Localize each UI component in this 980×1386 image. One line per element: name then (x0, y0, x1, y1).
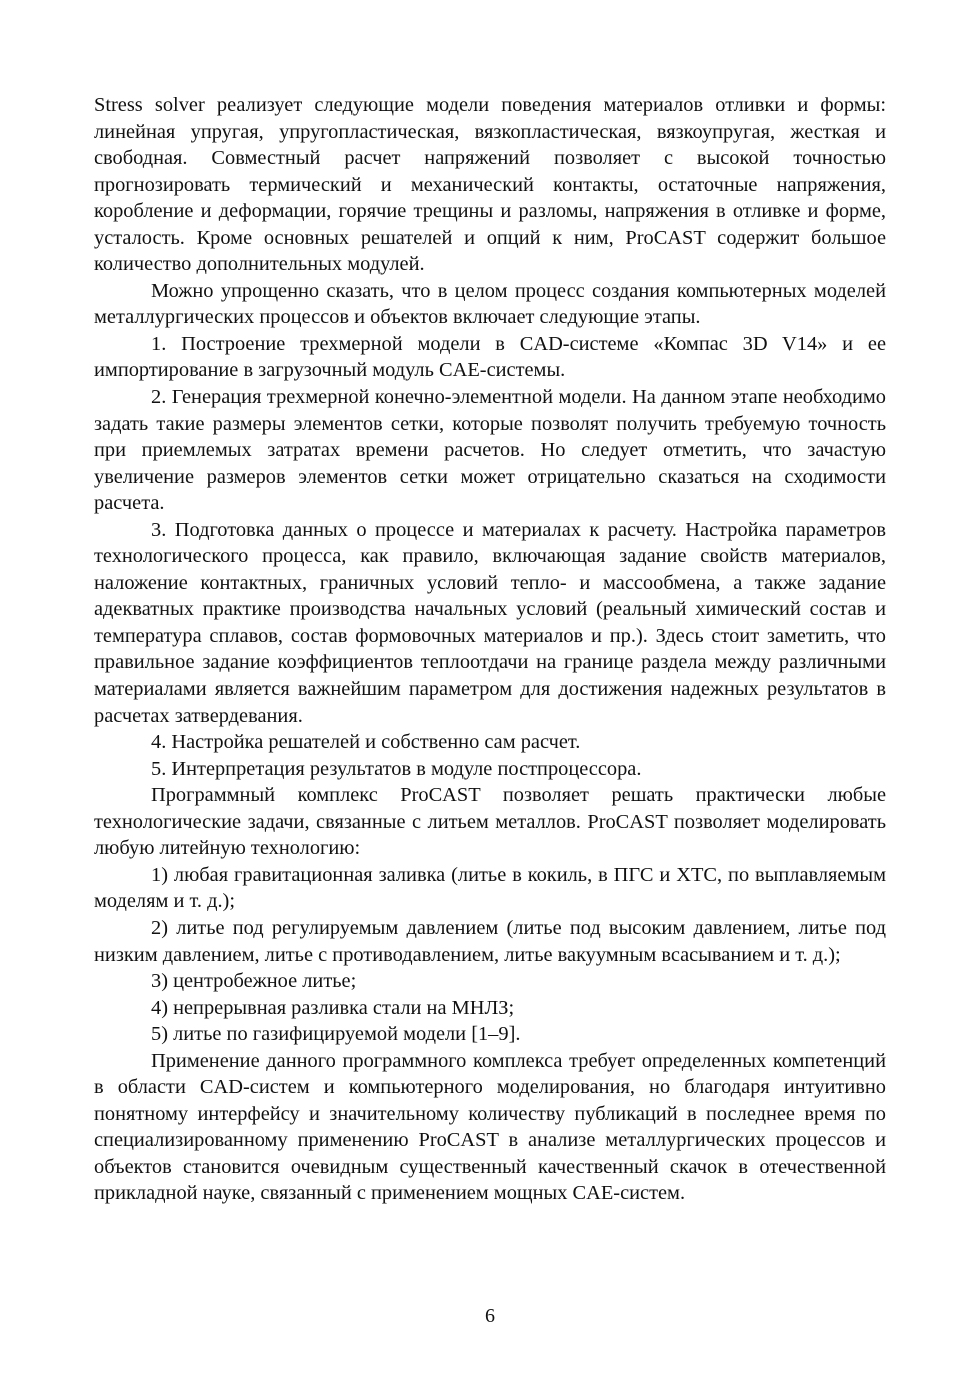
paragraph-stage-3: 3. Подготовка данных о процессе и материалах к расчету. Настройка параметров технологического процесса, как правило, включающая задание свойств материалов, наложение контактных, граничных условий тепло- и массообмена, а также задание адекватных практике производства начальных условий (реальный химический состав и температура сплавов, состав формовочных материалов и пр.). Здесь стоит заметить, что правильное задание коэффициентов теплоотдачи на границе раздела между различными материалами является важнейшим параметром для достижения надежных результатов в расчетах затвердевания. (94, 518, 886, 727)
paragraph-stage-5: 5. Интерпретация результатов в модуле постпроцессора. (151, 757, 642, 780)
paragraph-stage-4: 4. Настройка решателей и собственно сам расчет. (151, 731, 581, 754)
paragraph-stage-2: 2. Генерация трехмерной конечно-элементной модели. На данном этапе необходимо задать такие размеры элементов сетки, которые позволят получить требуемую точность при приемлемых затратах времени расчетов. Но следует отметить, что зачастую увеличение размеров элементов сетки может отрицательно сказаться на сходимости расчета. (94, 386, 886, 515)
body-text (94, 92, 886, 1207)
list-item-centrifugal-casting: 3) центробежное литье; (151, 970, 357, 993)
paragraph-stress-solver: Stress solver реализует следующие модели поведения материалов отливки и формы: линейная упругая, упругопластическая, вязкопластическая, вязкоупругая, жесткая и свободная. Совместный расчет напряжений позволяет с высокой точностью прогнозировать термический и механический контакты, остаточные напряжения, коробление и деформации, горячие трещины и разломы, напряжения в отливке и форме, усталость. Кроме основных решателей и опций к ним, ProCAST содержит большое количество дополнительных модулей. (94, 94, 886, 276)
list-item-continuous-casting: 4) непрерывная разливка стали на МНЛЗ; (151, 996, 515, 1019)
page-number: 6 (485, 1305, 495, 1327)
list-item-lost-foam-casting: 5) литье по газифицируемой модели [1–9]. (151, 1023, 521, 1046)
paragraph-conclusion: Применение данного программного комплекса требует определенных компетенций в области CAD-систем и компьютерного моделирования, но благодаря интуитивно понятному интерфейсу и значительному количеству публикаций в последнее время по специализированному применению ProCAST в анализе металлургических процессов и объектов становится очевидным существенный качественный скачок в отечественной прикладной науке, связанный с применением мощных CAE-систем. (94, 1049, 886, 1205)
list-item-pressure-casting: 2) литье под регулируемым давлением (литье под высоким давлением, литье под низким давлением, литье с противодавлением, литье вакуумным всасыванием и т. д.); (94, 916, 886, 966)
paragraph-stage-1: 1. Построение трехмерной модели в CAD-системе «Компас 3D V14» и ее импортирование в загрузочный модуль CAE-системы. (94, 332, 886, 382)
list-item-gravity-casting: 1) любая гравитационная заливка (литье в кокиль, в ПГС и ХТС, по выплавляемым моделям и т. д.); (94, 863, 886, 913)
paragraph-procast-capabilities: Программный комплекс ProCAST позволяет решать практически любые технологические задачи, связанные с литьем металлов. ProCAST позволяет моделировать любую литейную технологию: (94, 784, 886, 860)
paragraph-process-stages-intro: Можно упрощенно сказать, что в целом процесс создания компьютерных моделей металлургических процессов и объектов включает следующие этапы. (94, 279, 886, 329)
